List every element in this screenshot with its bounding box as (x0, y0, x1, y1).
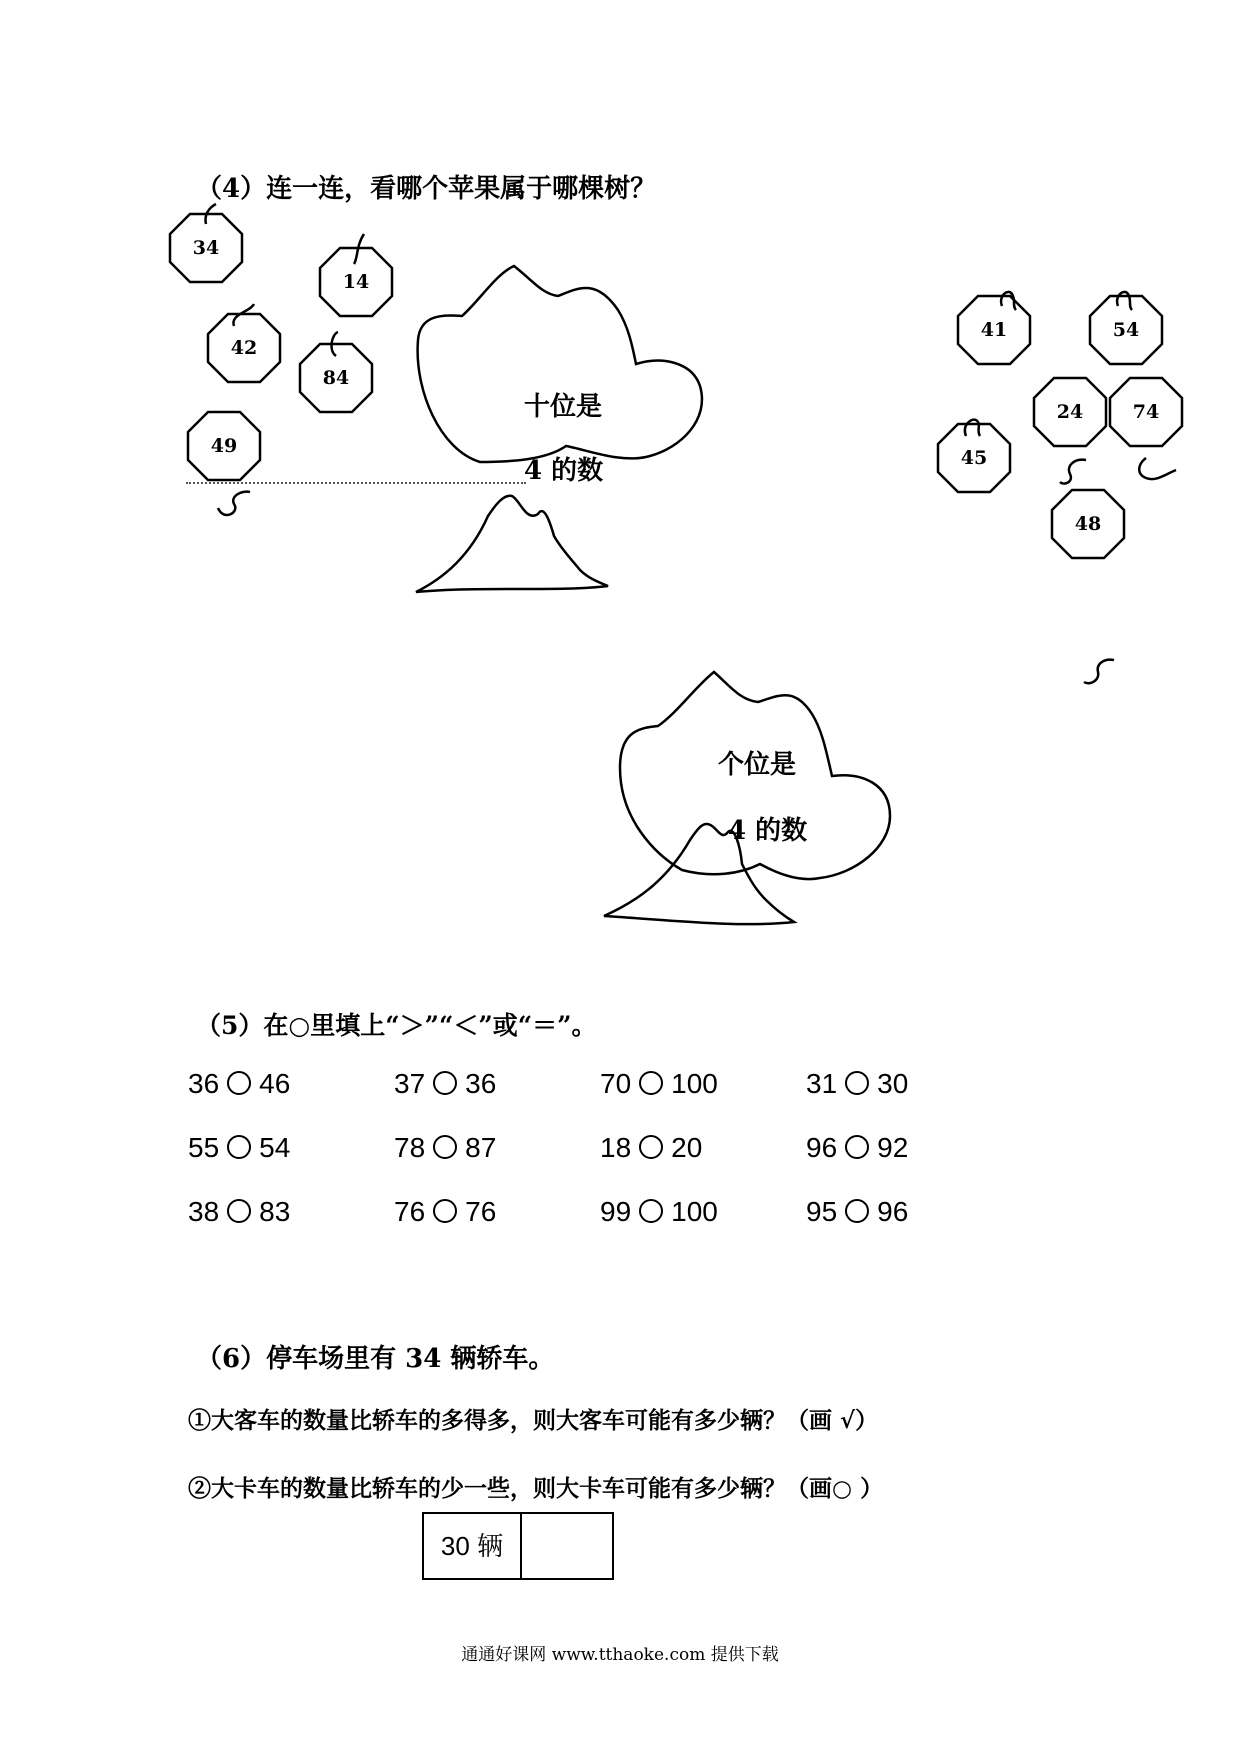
apple-number: 54 (1112, 319, 1140, 341)
answer-circle[interactable] (639, 1071, 663, 1095)
answer-circle[interactable] (433, 1199, 457, 1223)
right-number: 96 (877, 1196, 909, 1227)
left-number: 70 (600, 1068, 632, 1099)
tree-tens-four[interactable] (400, 260, 740, 620)
tree1-line1: 十位是 (524, 392, 603, 422)
q6-sub2: ②大卡车的数量比轿车的少一些，则大卡车可能有多少辆？（画○ ） (188, 1475, 884, 1502)
apple-24[interactable] (1032, 374, 1108, 450)
apple-84[interactable] (298, 340, 374, 416)
left-number: 37 (394, 1068, 426, 1099)
compare-item (600, 1196, 718, 1228)
left-number: 55 (188, 1132, 220, 1163)
apple-number: 41 (980, 319, 1008, 341)
left-number: 96 (806, 1132, 838, 1163)
right-number: 100 (671, 1068, 718, 1099)
right-number: 92 (877, 1132, 909, 1163)
compare-item (806, 1068, 908, 1100)
answer-circle[interactable] (845, 1199, 869, 1223)
apple-74[interactable] (1108, 374, 1184, 450)
apple-number: 45 (960, 447, 988, 469)
answer-circle[interactable] (227, 1071, 251, 1095)
right-number: 30 (877, 1068, 909, 1099)
compare-item (806, 1132, 908, 1164)
compare-item (394, 1196, 496, 1228)
answer-circle[interactable] (639, 1135, 663, 1159)
right-number: 20 (671, 1132, 703, 1163)
left-number: 38 (188, 1196, 220, 1227)
q5-title: （5）在○里填上“＞”“＜”或“＝”。 (196, 1011, 597, 1040)
left-number: 76 (394, 1196, 426, 1227)
apple-48[interactable] (1050, 486, 1126, 562)
right-number: 100 (671, 1196, 718, 1227)
left-number: 99 (600, 1196, 632, 1227)
apple-49[interactable] (186, 408, 262, 484)
apple-41[interactable] (956, 292, 1032, 368)
footer-credit: 通通好课网 www.tthaoke.com 提供下载 (461, 1645, 779, 1665)
apple-42[interactable] (206, 310, 282, 386)
left-number: 31 (806, 1068, 838, 1099)
answer-circle[interactable] (845, 1071, 869, 1095)
stem-icon (1132, 456, 1182, 492)
apple-number: 48 (1074, 513, 1102, 535)
stem-icon (214, 486, 254, 522)
apple-number: 34 (192, 237, 220, 259)
answer-box (422, 1512, 614, 1580)
apple-45[interactable] (936, 420, 1012, 496)
tree-icon (600, 668, 940, 948)
left-number: 36 (188, 1068, 220, 1099)
answer-circle[interactable] (639, 1199, 663, 1223)
left-number: 18 (600, 1132, 632, 1163)
right-number: 54 (259, 1132, 291, 1163)
stem-icon (1080, 656, 1120, 692)
right-number: 87 (465, 1132, 497, 1163)
apple-number: 84 (322, 367, 350, 389)
apple-number: 49 (210, 435, 238, 457)
compare-item (188, 1196, 290, 1228)
apple-number: 42 (230, 337, 258, 359)
left-number: 95 (806, 1196, 838, 1227)
answer-box-value: 30 辆 (424, 1514, 522, 1578)
compare-item (188, 1132, 290, 1164)
apple-number: 74 (1132, 401, 1160, 423)
left-number: 78 (394, 1132, 426, 1163)
answer-circle[interactable] (227, 1199, 251, 1223)
answer-box-blank[interactable] (522, 1514, 612, 1578)
compare-item (600, 1068, 718, 1100)
apple-number: 24 (1056, 401, 1084, 423)
right-number: 83 (259, 1196, 291, 1227)
right-number: 46 (259, 1068, 291, 1099)
compare-item (188, 1068, 290, 1100)
compare-item (806, 1196, 908, 1228)
answer-circle[interactable] (845, 1135, 869, 1159)
answer-circle[interactable] (433, 1071, 457, 1095)
q6-sub1: ①大客车的数量比轿车的多得多，则大客车可能有多少辆？（画 √） (188, 1407, 879, 1434)
tree2-line1: 个位是 (718, 750, 797, 780)
q4-title: （4）连一连，看哪个苹果属于哪棵树？ (196, 174, 657, 204)
right-number: 76 (465, 1196, 497, 1227)
tree2-line2: 4 的数 (728, 816, 808, 846)
compare-item (394, 1132, 496, 1164)
stem-icon (1056, 456, 1096, 492)
tree1-line2: 4 的数 (524, 456, 604, 486)
tree-icon (400, 260, 740, 620)
q6-title: （6）停车场里有 34 辆轿车。 (196, 1344, 555, 1374)
answer-circle[interactable] (227, 1135, 251, 1159)
apple-number: 14 (342, 271, 370, 293)
answer-circle[interactable] (433, 1135, 457, 1159)
apple-34[interactable] (168, 210, 244, 286)
right-number: 36 (465, 1068, 497, 1099)
apple-14[interactable] (318, 244, 394, 320)
compare-item (600, 1132, 702, 1164)
apple-54[interactable] (1088, 292, 1164, 368)
tree-ones-four[interactable] (600, 668, 940, 948)
compare-item (394, 1068, 496, 1100)
